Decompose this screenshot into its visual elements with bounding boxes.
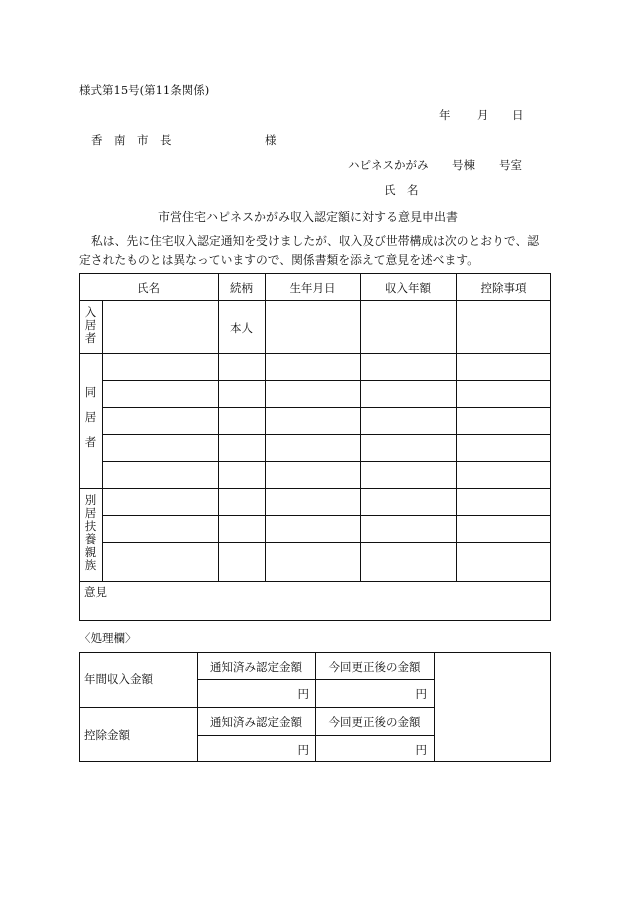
date-month-label: 月 <box>477 108 489 122</box>
date-day-label: 日 <box>512 108 524 122</box>
header-relation: 続柄 <box>230 281 253 295</box>
yen-unit: 円 <box>297 687 309 701</box>
processing-col-line <box>434 652 435 762</box>
col-line-birth <box>265 273 266 581</box>
group-label-column-line <box>102 300 103 581</box>
dependent-row-divider <box>102 515 551 516</box>
yen-unit: 円 <box>415 687 427 701</box>
revised-amount-label: 今回更正後の金額 <box>328 660 421 674</box>
body-paragraph: 私は、先に住宅収入認定通知を受けましたが、収入及び世帯構成は次のとおりで、認定されたものとは異なっていますので、関係書類を添えて意見を述べます。 <box>79 234 540 267</box>
cohabitant-row-divider <box>102 434 551 435</box>
dependent-row-divider <box>102 542 551 543</box>
group-label-resident: 入 居 者 <box>84 305 97 345</box>
resident-group-divider <box>79 353 551 354</box>
addressee-honorific: 様 <box>265 133 277 147</box>
processing-section-label: 〈処理欄〉 <box>79 631 137 645</box>
applicant-room-label: 号室 <box>499 158 522 172</box>
notified-amount-label: 通知済み認定金額 <box>210 715 302 729</box>
processing-row-divider <box>79 707 434 708</box>
header-annual-income: 収入年額 <box>385 281 431 295</box>
date-year-label: 年 <box>439 108 451 122</box>
yen-unit: 円 <box>297 743 309 757</box>
group-label-cohabitant: 同 居 者 <box>84 385 97 449</box>
notified-amount-label: 通知済み認定金額 <box>210 660 302 674</box>
applicant-name-label: 氏 名 <box>384 183 419 197</box>
document-title: 市営住宅ハピネスかがみ収入認定額に対する意見申出書 <box>158 210 459 224</box>
self-relation-label: 本人 <box>230 321 253 335</box>
revised-amount-label: 今回更正後の金額 <box>328 715 421 729</box>
table-frame <box>79 273 551 621</box>
header-deduction: 控除事項 <box>480 281 527 295</box>
cohabitant-group-divider <box>79 488 551 489</box>
col-line-income <box>360 273 361 581</box>
applicant-address-prefix: ハピネスかがみ <box>348 158 429 172</box>
group-label-dependent: 別 居 扶 養 親 族 <box>84 493 97 572</box>
annual-income-amount-label: 年間収入金額 <box>84 672 153 686</box>
col-line-deduction <box>456 273 457 581</box>
opinion-label: 意見 <box>84 585 107 599</box>
form-number: 様式第15号(第11条関係) <box>79 83 210 97</box>
header-name: 氏名 <box>137 281 160 295</box>
deduction-amount-label: 控除金額 <box>84 728 130 742</box>
addressee-name: 香 南 市 長 <box>91 133 172 147</box>
header-divider <box>79 300 551 301</box>
opinion-row-divider <box>79 581 551 582</box>
applicant-building-label: 号棟 <box>452 158 475 172</box>
cohabitant-row-divider <box>102 461 551 462</box>
yen-unit: 円 <box>415 743 427 757</box>
header-birthdate: 生年月日 <box>289 281 336 295</box>
cohabitant-row-divider <box>102 407 551 408</box>
cohabitant-row-divider <box>102 380 551 381</box>
